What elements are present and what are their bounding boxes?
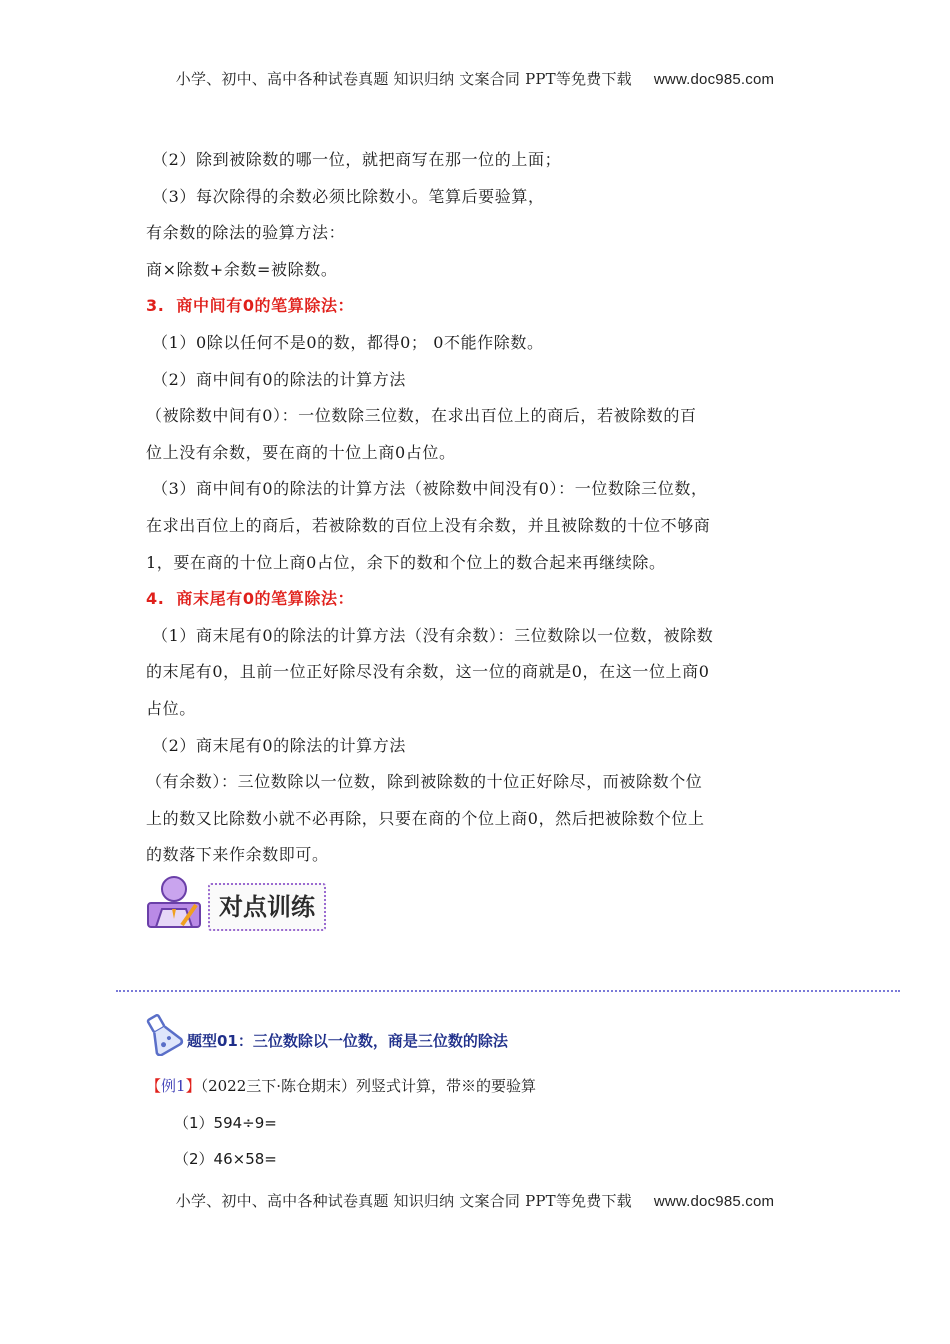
example-tag-label: 例1 bbox=[161, 1077, 186, 1095]
body-line: 上的数又比除数小就不必再除，只要在商的个位上商0，然后把被除数个位上 bbox=[146, 808, 705, 828]
body-line: （有余数）：三位数除以一位数，除到被除数的十位正好除尽，而被除数个位 bbox=[146, 772, 703, 792]
question-type-title: 题型01：三位数除以一位数，商是三位数的除法 bbox=[187, 1032, 508, 1050]
body-line: 位上没有余数，要在商的十位上商0占位。 bbox=[146, 442, 456, 462]
header-site-link[interactable]: www.doc985.com bbox=[653, 71, 775, 88]
section-title: 商末尾有0的笔算除法： bbox=[176, 589, 355, 609]
badge-label: 对点训练 bbox=[208, 883, 326, 931]
body-line: 的末尾有0，且前一位正好除尽没有余数，这一位的商就是0，在这一位上商0 bbox=[146, 662, 710, 682]
example-tag-close: 】 bbox=[185, 1077, 201, 1095]
body-line: 在求出百位上的商后，若被除数的百位上没有余数，并且被除数的十位不够商 bbox=[146, 515, 711, 535]
body-line: 占位。 bbox=[146, 698, 196, 718]
body-line: （2）商中间有0的除法的计算方法 bbox=[152, 369, 406, 389]
section-title: 商中间有0的笔算除法： bbox=[176, 296, 355, 316]
practice-badge bbox=[146, 873, 346, 933]
example-1 bbox=[146, 1075, 536, 1096]
example-tag bbox=[146, 1077, 201, 1095]
example-tag-open: 【 bbox=[146, 1077, 162, 1095]
body-line: 商×除数+余数=被除数。 bbox=[146, 259, 338, 279]
question-type-header bbox=[140, 1012, 840, 1056]
flask-icon bbox=[140, 1012, 184, 1056]
body-line: （2）商末尾有0的除法的计算方法 bbox=[152, 735, 406, 755]
footer-text: 小学、初中、高中各种试卷真题 知识归纳 文案合同 PPT等免费下载 bbox=[175, 1192, 632, 1210]
header-text: 小学、初中、高中各种试卷真题 知识归纳 文案合同 PPT等免费下载 bbox=[175, 70, 632, 88]
body-line: （1）商末尾有0的除法的计算方法（没有余数）：三位数除以一位数，被除数 bbox=[152, 625, 714, 645]
teacher-icon bbox=[146, 873, 202, 929]
section-number: 3. bbox=[146, 296, 165, 316]
body-line: 有余数的除法的验算方法： bbox=[146, 223, 346, 243]
question-item: （2）46×58= bbox=[174, 1150, 277, 1168]
section-heading bbox=[146, 288, 806, 325]
example-instruction: （2022三下·陈仓期末）列竖式计算，带※的要验算 bbox=[200, 1077, 537, 1095]
body-line: 的数落下来作余数即可。 bbox=[146, 845, 329, 865]
section-number: 4. bbox=[146, 589, 165, 609]
body-line: 1，要在商的十位上商0占位，余下的数和个位上的数合起来再继续除。 bbox=[146, 552, 666, 572]
page-footer bbox=[0, 1190, 950, 1211]
body-line: （3）商中间有0的除法的计算方法（被除数中间没有0）：一位数除三位数， bbox=[152, 479, 708, 499]
question-item: （1）594÷9= bbox=[174, 1114, 277, 1132]
body-line: （被除数中间有0）：一位数除三位数，在求出百位上的商后，若被除数的百 bbox=[146, 406, 697, 426]
body-line: （2）除到被除数的哪一位，就把商写在那一位的上面； bbox=[152, 150, 562, 169]
section-heading bbox=[146, 581, 806, 618]
section-divider bbox=[116, 990, 900, 992]
lesson-body bbox=[146, 142, 806, 874]
page-header bbox=[0, 68, 950, 89]
body-line: （1）0除以任何不是0的数，都得0； 0不能作除数。 bbox=[152, 332, 544, 352]
body-line: （3）每次除得的余数必须比除数小。笔算后要验算， bbox=[152, 186, 545, 206]
footer-site-link[interactable]: www.doc985.com bbox=[653, 1193, 775, 1210]
